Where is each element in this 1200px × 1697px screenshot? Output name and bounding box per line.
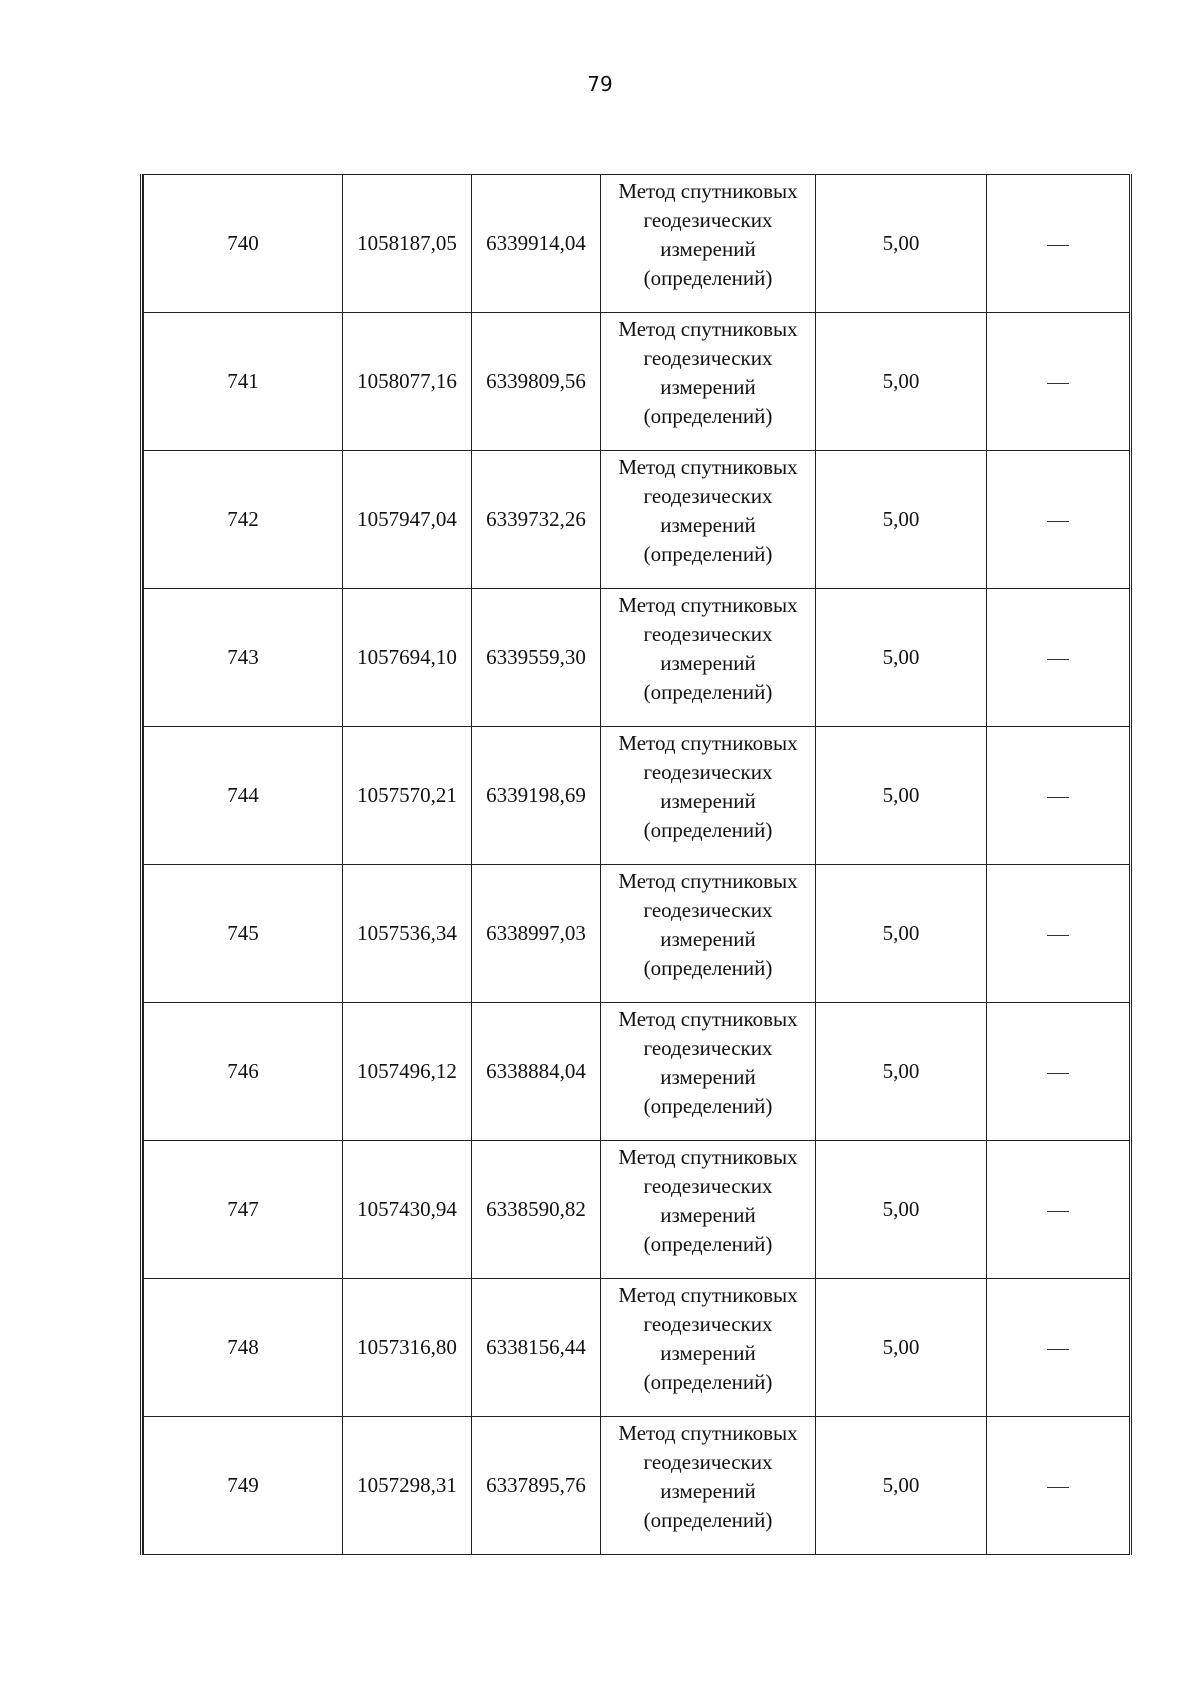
note-cell — [987, 175, 1130, 313]
y-coordinate-cell: 6338884,04 — [472, 1003, 601, 1141]
coordinates-table-body — [144, 175, 1130, 1555]
method-line: (определений) — [643, 542, 773, 566]
table-row — [144, 1417, 1130, 1555]
y-coordinate-cell: 6339914,04 — [472, 175, 601, 313]
method-line: Метод спутниковых — [618, 455, 798, 479]
method-line: (определений) — [643, 1232, 773, 1256]
method-line: геодезических — [643, 760, 773, 784]
accuracy-cell: 5,00 — [816, 313, 987, 451]
dash-mark — [1047, 1211, 1069, 1212]
x-coordinate-cell: 1058187,05 — [343, 175, 472, 313]
point-number-cell: 746 — [144, 1003, 343, 1141]
x-coordinate-cell: 1057947,04 — [343, 451, 472, 589]
method-cell — [601, 1003, 816, 1141]
x-coordinate-cell: 1057316,80 — [343, 1279, 472, 1417]
method-cell — [601, 727, 816, 865]
table-row — [144, 175, 1130, 313]
dash-mark — [1047, 1073, 1069, 1074]
method-cell — [601, 1141, 816, 1279]
method-line: измерений — [660, 651, 756, 675]
method-line: Метод спутниковых — [618, 1145, 798, 1169]
point-number-cell: 741 — [144, 313, 343, 451]
table-row — [144, 727, 1130, 865]
method-cell — [601, 589, 816, 727]
accuracy-cell: 5,00 — [816, 1417, 987, 1555]
x-coordinate-cell: 1057298,31 — [343, 1417, 472, 1555]
point-number-cell: 744 — [144, 727, 343, 865]
method-cell — [601, 451, 816, 589]
point-number-cell: 749 — [144, 1417, 343, 1555]
method-line: геодезических — [643, 484, 773, 508]
method-cell — [601, 175, 816, 313]
dash-mark — [1047, 1487, 1069, 1488]
dash-mark — [1047, 797, 1069, 798]
method-line: измерений — [660, 1203, 756, 1227]
method-line: измерений — [660, 513, 756, 537]
point-number-cell: 743 — [144, 589, 343, 727]
y-coordinate-cell: 6338156,44 — [472, 1279, 601, 1417]
coordinates-table-wrapper — [140, 174, 1132, 1555]
accuracy-cell: 5,00 — [816, 1279, 987, 1417]
method-line: Метод спутниковых — [618, 731, 798, 755]
method-line: Метод спутниковых — [618, 1421, 798, 1445]
method-line: измерений — [660, 375, 756, 399]
dash-mark — [1047, 659, 1069, 660]
x-coordinate-cell: 1058077,16 — [343, 313, 472, 451]
method-line: геодезических — [643, 1450, 773, 1474]
method-line: (определений) — [643, 1508, 773, 1532]
method-line: измерений — [660, 1479, 756, 1503]
note-cell — [987, 727, 1130, 865]
coordinates-table — [143, 174, 1130, 1555]
method-cell — [601, 865, 816, 1003]
method-line: Метод спутниковых — [618, 1283, 798, 1307]
x-coordinate-cell: 1057570,21 — [343, 727, 472, 865]
method-line: измерений — [660, 789, 756, 813]
method-line: (определений) — [643, 1094, 773, 1118]
method-line: геодезических — [643, 346, 773, 370]
dash-mark — [1047, 935, 1069, 936]
point-number-cell: 745 — [144, 865, 343, 1003]
method-line: измерений — [660, 1065, 756, 1089]
y-coordinate-cell: 6339809,56 — [472, 313, 601, 451]
method-line: (определений) — [643, 1370, 773, 1394]
y-coordinate-cell: 6338997,03 — [472, 865, 601, 1003]
method-line: геодезических — [643, 622, 773, 646]
note-cell — [987, 1279, 1130, 1417]
note-cell — [987, 1417, 1130, 1555]
point-number-cell: 740 — [144, 175, 343, 313]
note-cell — [987, 589, 1130, 727]
note-cell — [987, 1141, 1130, 1279]
accuracy-cell: 5,00 — [816, 727, 987, 865]
x-coordinate-cell: 1057694,10 — [343, 589, 472, 727]
method-line: (определений) — [643, 818, 773, 842]
method-line: измерений — [660, 237, 756, 261]
table-row — [144, 451, 1130, 589]
method-line: (определений) — [643, 404, 773, 428]
method-line: Метод спутниковых — [618, 869, 798, 893]
method-line: измерений — [660, 1341, 756, 1365]
dash-mark — [1047, 1349, 1069, 1350]
y-coordinate-cell: 6339559,30 — [472, 589, 601, 727]
point-number-cell: 748 — [144, 1279, 343, 1417]
table-row — [144, 1003, 1130, 1141]
note-cell — [987, 313, 1130, 451]
method-line: геодезических — [643, 1312, 773, 1336]
table-row — [144, 1141, 1130, 1279]
note-cell — [987, 865, 1130, 1003]
page-number: 79 — [587, 72, 613, 96]
method-cell — [601, 1417, 816, 1555]
method-cell — [601, 313, 816, 451]
dash-mark — [1047, 245, 1069, 246]
method-line: измерений — [660, 927, 756, 951]
dash-mark — [1047, 521, 1069, 522]
method-line: геодезических — [643, 1174, 773, 1198]
x-coordinate-cell: 1057536,34 — [343, 865, 472, 1003]
point-number-cell: 742 — [144, 451, 343, 589]
method-line: (определений) — [643, 956, 773, 980]
accuracy-cell: 5,00 — [816, 175, 987, 313]
point-number-cell: 747 — [144, 1141, 343, 1279]
y-coordinate-cell: 6337895,76 — [472, 1417, 601, 1555]
accuracy-cell: 5,00 — [816, 1003, 987, 1141]
accuracy-cell: 5,00 — [816, 451, 987, 589]
x-coordinate-cell: 1057430,94 — [343, 1141, 472, 1279]
y-coordinate-cell: 6339198,69 — [472, 727, 601, 865]
method-line: геодезических — [643, 898, 773, 922]
x-coordinate-cell: 1057496,12 — [343, 1003, 472, 1141]
method-line: Метод спутниковых — [618, 317, 798, 341]
method-line: Метод спутниковых — [618, 1007, 798, 1031]
table-row — [144, 865, 1130, 1003]
method-line: Метод спутниковых — [618, 179, 798, 203]
table-row — [144, 589, 1130, 727]
table-row — [144, 313, 1130, 451]
dash-mark — [1047, 383, 1069, 384]
method-line: геодезических — [643, 208, 773, 232]
method-line: (определений) — [643, 680, 773, 704]
y-coordinate-cell: 6338590,82 — [472, 1141, 601, 1279]
method-line: Метод спутниковых — [618, 593, 798, 617]
method-cell — [601, 1279, 816, 1417]
accuracy-cell: 5,00 — [816, 1141, 987, 1279]
method-line: (определений) — [643, 266, 773, 290]
accuracy-cell: 5,00 — [816, 865, 987, 1003]
note-cell — [987, 451, 1130, 589]
accuracy-cell: 5,00 — [816, 589, 987, 727]
method-line: геодезических — [643, 1036, 773, 1060]
note-cell — [987, 1003, 1130, 1141]
y-coordinate-cell: 6339732,26 — [472, 451, 601, 589]
table-row — [144, 1279, 1130, 1417]
